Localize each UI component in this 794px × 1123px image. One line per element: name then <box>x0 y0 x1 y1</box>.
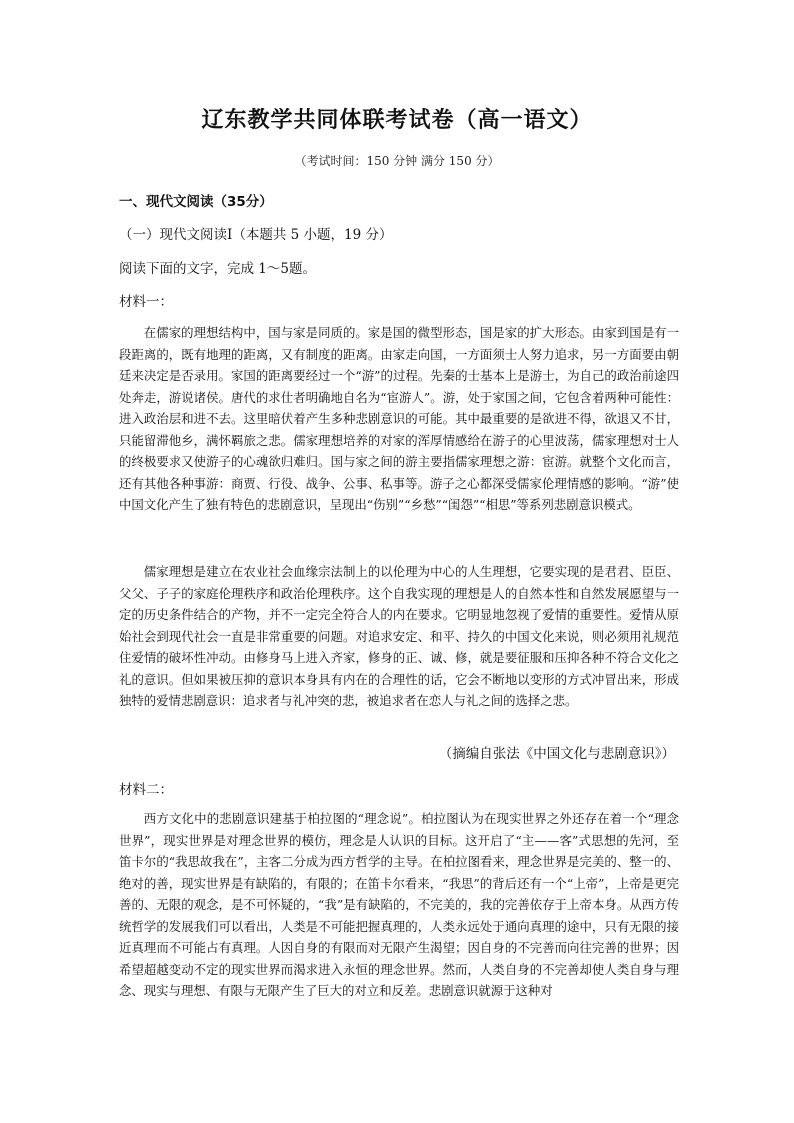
exam-title: 辽东教学共同体联考试卷（高一语文） <box>201 108 593 133</box>
reading-instruction: 阅读下面的文字，完成 1～5题。 <box>119 261 316 277</box>
material1-label: 材料一： <box>119 294 173 310</box>
material2-paragraph-1: 西方文化中的悲剧意识建基于柏拉图的“理念说”。柏拉图认为在现实世界之外还存在着一个“理念世界”，现实世界是对理念世界的模仿，理念是人认识的目标。这开启了“主——客”式思想的先河，至笛卡尔的“我思故我在”，主客二分成为西方哲学的主导。在柏拉图看来，理念世界是完美的、整一的、绝对的善，现实世界是有缺陷的，有限的；在笛卡尔看来，“我思”的背后还有一个“上帝”，上帝是更完善的、无限的观念，是不可怀疑的，“我”是有缺陷的，不完美的，我的完善依存于上帝本身。从西方传统哲学的发展我们可以看出，人类是不可能把握真理的，人类永远处于通向真理的途中，只有无限的接近真理而不可能占有真理。人因自身的有限而对无限产生渴望；因自身的不完善而向往完善的世界；因希望超越变动不定的现实世界而渴求进入永恒的理念世界。然而，人类自身的不完善却使人类自身与理念、现实与理想、有限与无限产生了巨大的对立和反差。悲剧意识就源于这种对 <box>119 811 679 998</box>
material1-paragraph-2: 儒家理想是建立在农业社会血缘宗法制上的以伦理为中心的人生理想，它要实现的是君君、臣臣、父父、子子的家庭伦理秩序和政治伦理秩序。这个自我实现的理想是人的自然本性和自然发展愿望与一定的历史条件结合的产物，并不一定完全符合人的内在要求。它明显地忽视了爱情的重要性。爱情从原始社会到现代社会一直是非常重要的问题。对追求安定、和平、持久的中国文化来说，则必须用礼规范住爱情的破坏性冲动。由修身马上进入齐家，修身的正、诚、修，就是要征服和压抑各种不符合文化之礼的意识。但如果被压抑的意识本身具有内在的合理性的话，它会不断地以变形的方式冲冒出来，形成独特的爱情悲剧意识：追求者与礼冲突的悲，被追求者在恋人与礼之间的选择之悲。 <box>119 564 679 708</box>
section-subheading: （一）现代文阅读Ⅰ（本题共 5 小题，19 分） <box>119 227 393 243</box>
exam-subtitle: （考试时间：150 分钟 满分 150 分） <box>294 154 500 168</box>
material1-paragraph-1: 在儒家的理想结构中，国与家是同质的。家是国的微型形态，国是家的扩大形态。由家到国是有一段距离的，既有地理的距离，又有制度的距离。由家走向国，一方面须士人努力追求，另一方面要由朝廷来决定是否录用。家国的距离要经过一个“游”的过程。先秦的士基本上是游士，为自己的政治前途四处奔走，游说诸侯。唐代的求仕者明确地自名为“宦游人”。游，处于家国之间，它包含着两种可能性：进入政治层和进不去。这里暗伏着产生多种悲剧意识的可能。其中最重要的是欲进不得，欲退又不甘，只能留滞他乡，满怀羁旅之悲。儒家理想培养的对家的浑厚情感给在游子的心里波荡，儒家理想对士人的终极要求又使游子的心魂欲归难归。国与家之间的游主要指儒家理想之游：宦游。就整个文化而言，还有其他各种事游：商贾、行役、战争、公事、私事等。游子之心都深受儒家伦理情感的影响。“游”使中国文化产生了独有特色的悲剧意识，呈现出“伤别”“乡愁”“闺怨”“相思”等系列悲剧意识模式。 <box>119 325 679 512</box>
section-heading: 一、现代文阅读（35分） <box>119 194 273 210</box>
material2-label: 材料二： <box>119 782 173 798</box>
material1-source: （摘编自张法《中国文化与悲剧意识》） <box>438 746 675 762</box>
